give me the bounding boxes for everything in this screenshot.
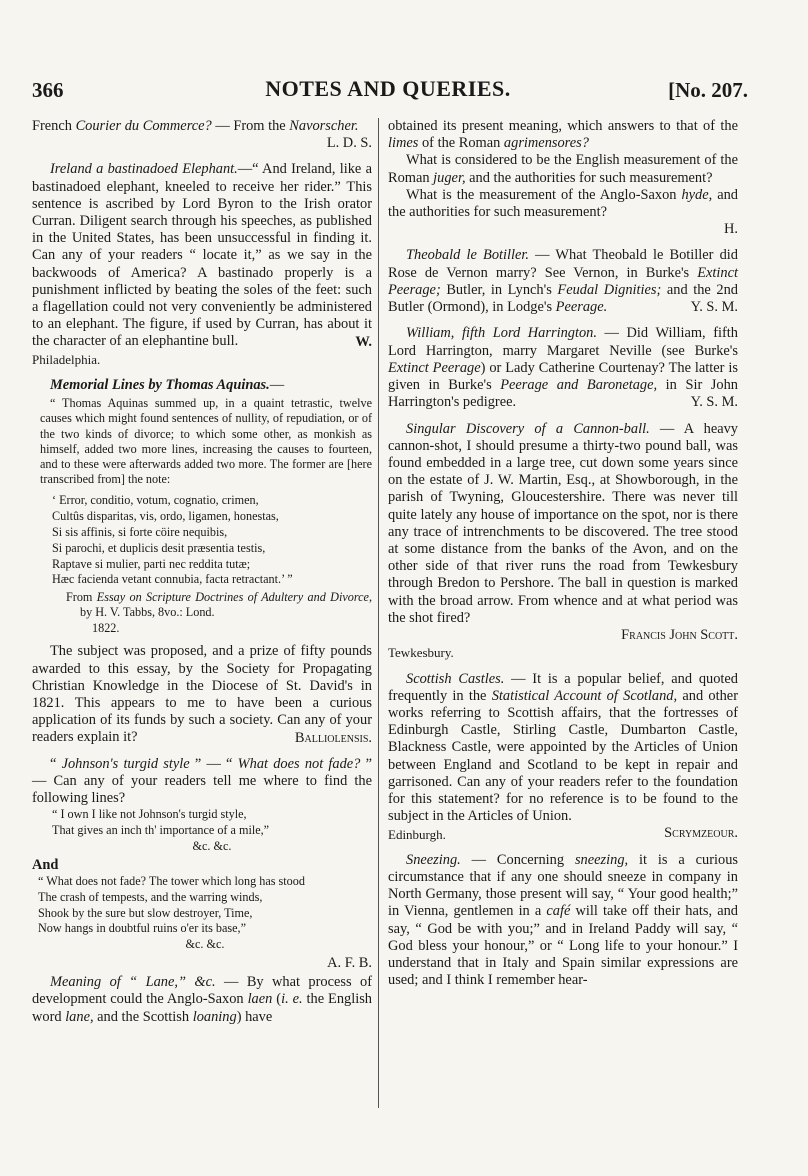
right-column bbox=[388, 118, 738, 989]
issue-number: [No. 207. bbox=[668, 78, 748, 102]
quote-source-year: 1822. bbox=[92, 621, 120, 636]
query-bastinadoed-elephant: Ireland a bastinadoed Elephant.—“ And Ireland, like a bastinadoed elephant, kneeled to receive her rider.” This sentence is ascribed by Lord Byron to the Irish orator Curran. Diligent search through his speeches, as published in the United States, has been unsuccessful in finding it. Can any of your readers “ locate it,” as we say in the backwoods of America? A bastinado properly is a punishment inflicted by beating the soles of the feet: such a flagellation could not very conveniently be administered to an elephant. The figure, if used by Curran, has about it the character of an elephantine bull. bbox=[32, 161, 372, 350]
query-anglo-saxon-hyde: What is the measurement of the Anglo-Saxon hyde, and the authorities for such measurement? bbox=[388, 186, 738, 221]
place-edinburgh: Edinburgh. bbox=[388, 826, 446, 842]
page-title: NOTES AND QUERIES. bbox=[265, 76, 511, 101]
page-number: 366 bbox=[32, 78, 64, 102]
query-johnson-turgid-style: “ Johnson's turgid style ” — “ What does not fade? ” — Can any of your readers tell me where to find the following lines? bbox=[32, 755, 372, 807]
query-lane-continued: obtained its present meaning, which answers to that of the limes of the Roman agrimensores? bbox=[388, 118, 738, 152]
column-divider bbox=[378, 118, 379, 1108]
query-cannon-ball: Singular Discovery of a Cannon-ball. — A heavy cannon-shot, I should presume a thirty-two pound ball, was found embedded in a large tree, cut down some years since on the estate of J. W. Martin, Esq., at Showborough, in the parish of Twyning, Gloucestershire. There was never till quite lately any house of importance on the spot, nor is there any trace of intrenchments to be discovered. The tree stood at some distance from the banks of the Avon, and on the other side of that river runs the road from Tewkesbury through Bredon to Pershore. The ball in question is marked with the broad arrow. From whence and at what period was the shot fired? bbox=[388, 420, 738, 626]
query-scottish-castles: Scottish Castles. — It is a popular belief, and quoted frequently in the Statistical Account of Scotland, and other works referring to Scottish affairs, that the fortresses of Edinburgh Castle, Stirling Castle, Dumbarton Castle, Blackness Castle, were appointed by the Articles of Union between England and Scotland to be kept in repair and garrisoned. Can any of your readers refer to the foundation for this statement? for no reference is to be found to the subject in the Articles of Union. bbox=[388, 670, 738, 825]
place-tewkesbury: Tewkesbury. bbox=[388, 645, 454, 661]
query-theobald-le-botiller: Theobald le Botiller. — What Theobald le Botiller did Rose de Vernon marry? See Vernon, in Burke's Extinct Peerage; Butler, in Lynch's Feudal Dignities; and the 2nd Butler (Ormond), in Lodge's Peerage. bbox=[388, 247, 738, 316]
signature-ysm-1: Y. S. M. bbox=[690, 299, 738, 316]
signature-ysm-2: Y. S. M. bbox=[690, 394, 738, 411]
query-fifth-lord-harrington: William, fifth Lord Harrington. — Did William, fifth Lord Harrington, marry Margaret Neville (see Burke's Extinct Peerage) or Lady Catherine Courtenay? The latter is given in Burke's Peerage and Baronetage, in Sir John Harrington's pedigree. bbox=[388, 325, 739, 411]
quote-aquinas-intro: “ Thomas Aquinas summed up, in a quaint tetrastic, twelve causes which might found sentences of nullity, of repudiation, or of the two kinds of divorce; to which some other, as monkish as himself, added two more lines, increasing the causes to fourteen, and to these were afterwards added two more. The former are [here transcribed from] the note: bbox=[40, 396, 372, 487]
signature-w: W. bbox=[355, 333, 372, 350]
signature-lds: L. D. S. bbox=[326, 135, 372, 152]
signature-francis-john-scott: Francis John Scott. bbox=[621, 627, 738, 644]
query-roman-juger: What is considered to be the English measurement of the Roman juger, and the authorities for such measurement? bbox=[388, 152, 738, 186]
query-prize-essay: The subject was proposed, and a prize of fifty pounds awarded to this essay, by the Society for Propagating Christian Knowledge in the Diocese of St. David's in 1821. This appears to me to have been a curious application of its funds by such a society. Can any of your readers explain it? bbox=[32, 643, 372, 746]
verse-johnson: “ I own I like not Johnson's turgid style, That gives an inch th' importance of a mile,” &c. &c. bbox=[52, 807, 270, 854]
word-and: And bbox=[32, 856, 59, 873]
signature-afb: A. F. B. bbox=[327, 955, 372, 972]
left-column bbox=[32, 118, 372, 1026]
signature-scrymzeour: Scrymzeour. bbox=[664, 825, 738, 842]
query-meaning-of-lane: Meaning of “ Lane,” &c. — By what process of development could the Anglo-Saxon laen (i. e. the English word lane, and the Scottish loaning) have bbox=[32, 974, 373, 1025]
signature-h: H. bbox=[724, 221, 738, 238]
query-sneezing: Sneezing. — Concerning sneezing, it is a curious circumstance that if any one should sneeze in company in North Germany, those present will say, “ Your good health;” in Vienna, gentlemen in a café will take off their hats, and say, “ God be with you;” and in Ireland Paddy will say, “ God bless your honour,” or “ Long life to your honour.” I understand that in Italy and Spain similar expressions are used; and I think I remember hear- bbox=[388, 851, 739, 989]
page-header bbox=[28, 74, 748, 108]
verse-aquinas: ‘ Error, conditio, votum, cognatio, crimen, Cultûs disparitas, vis, ordo, ligamen, honestas, Si sis affinis, si forte cöire nequibis, Si parochi, et duplicis desit præsentia testis, Raptave si mulier, parti nec reddita tutæ; Hæc facienda vetant connubia, facta retractant.’ ” bbox=[52, 493, 293, 587]
verse-what-does-not-fade: “ What does not fade? The tower which long has stood The crash of tempests, and the warring winds, Shook by the sure but slow destroyer, Time, Now hangs in doubtful ruins o'er its base,” &c. &c. bbox=[38, 874, 305, 952]
place-philadelphia: Philadelphia. bbox=[32, 351, 101, 367]
quote-source: From Essay on Scripture Doctrines of Adultery and Divorce, by H. V. Tabbs, 8vo.: Lond. bbox=[66, 590, 372, 620]
signature-balliolensis: Balliolensis. bbox=[294, 729, 372, 746]
query-french-courier: French Courier du Commerce? — From the Navorscher. bbox=[32, 118, 359, 134]
query-memorial-lines-heading: Memorial Lines by Thomas Aquinas.— bbox=[50, 377, 285, 394]
